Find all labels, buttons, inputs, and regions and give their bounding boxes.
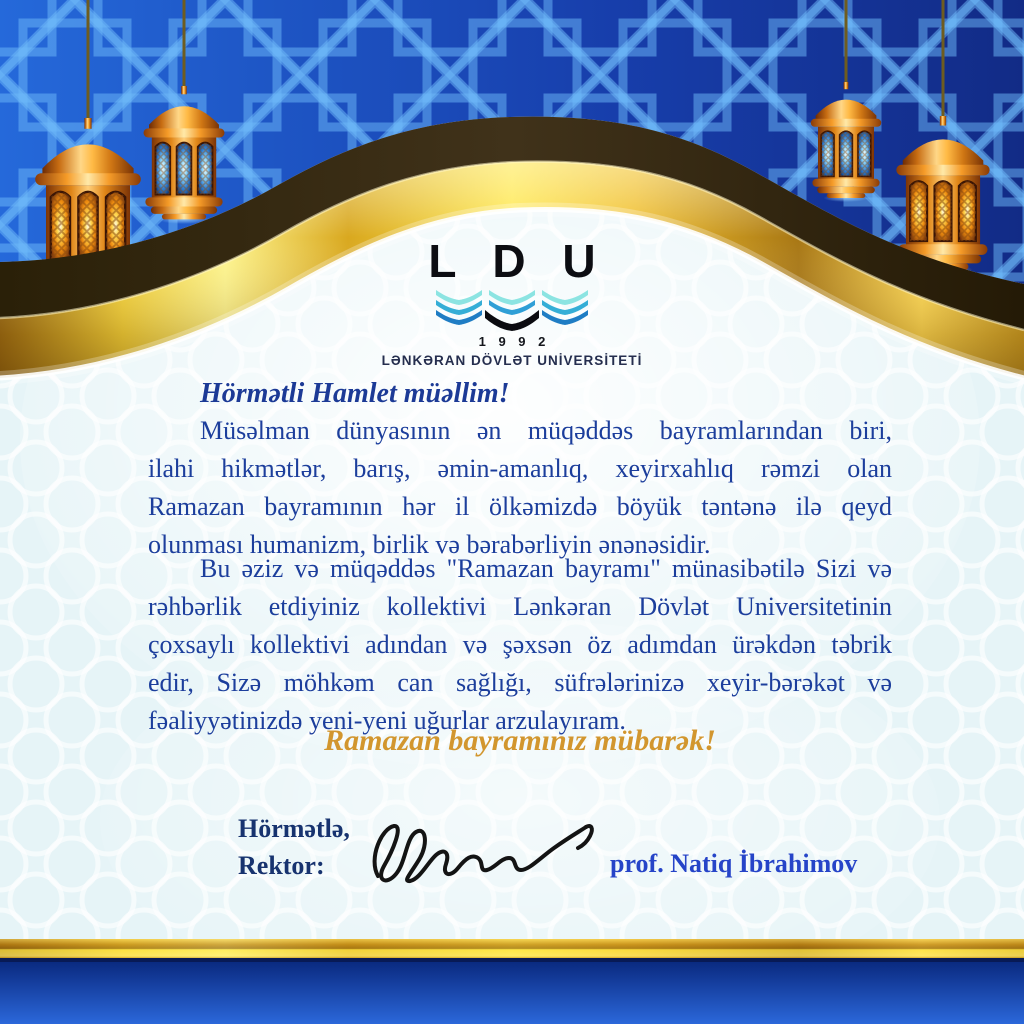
paragraph-line: çoxsaylı kollektivi adından və şəxsən öz adımdan ürəkdən təbrik	[148, 630, 892, 659]
paragraph-1	[148, 412, 892, 564]
logo-acronym: L D U	[428, 235, 596, 287]
paragraph-line: olunması humanizm, birlik və bərabərliyin ənənəsidir.	[148, 530, 711, 559]
closing: Hörmətlə,	[238, 814, 350, 843]
logo-year: 1 9 9 2	[478, 334, 546, 349]
paragraph-line: fəaliyyətinizdə yeni-yeni uğurlar arzulayıram.	[148, 706, 626, 735]
signer-name: prof. Natiq İbrahimov	[610, 849, 858, 878]
ramadan-greeting: Ramazan bayramınız mübarək!	[324, 724, 716, 757]
paragraph-2	[148, 550, 892, 740]
salutation: Hörmətli Hamlet müəllim!	[200, 378, 510, 409]
paragraph-line: edir, Sizə möhkəm can sağlığı, süfrələrinizə xeyir-bərəkət və	[148, 668, 892, 697]
signer-title: Rektor:	[238, 851, 325, 880]
footer-bands	[0, 939, 1024, 1024]
paragraph-line: ilahi hikmətlər, barış, əmin-amanlıq, xeyirxahlıq rəmzi olan	[148, 454, 892, 483]
paragraph-line: Ramazan bayramının hər il ölkəmizdə böyük təntənə ilə qeyd	[148, 492, 892, 521]
paragraph-line: Bu əziz və müqəddəs "Ramazan bayramı" münasibətilə Sizi və	[200, 554, 892, 583]
signature-icon	[360, 812, 610, 896]
logo-books-icon	[436, 289, 588, 331]
paragraph-line: Müsəlman dünyasının ən müqəddəs bayramlarından biri,	[200, 416, 892, 445]
logo-university-name: LƏNKƏRAN DÖVLƏT UNİVERSİTETİ	[381, 353, 643, 368]
university-logo	[312, 235, 712, 369]
paragraph-line: rəhbərlik etdiyiniz kollektivi Lənkəran Dövlət Universitetinin	[148, 592, 892, 621]
